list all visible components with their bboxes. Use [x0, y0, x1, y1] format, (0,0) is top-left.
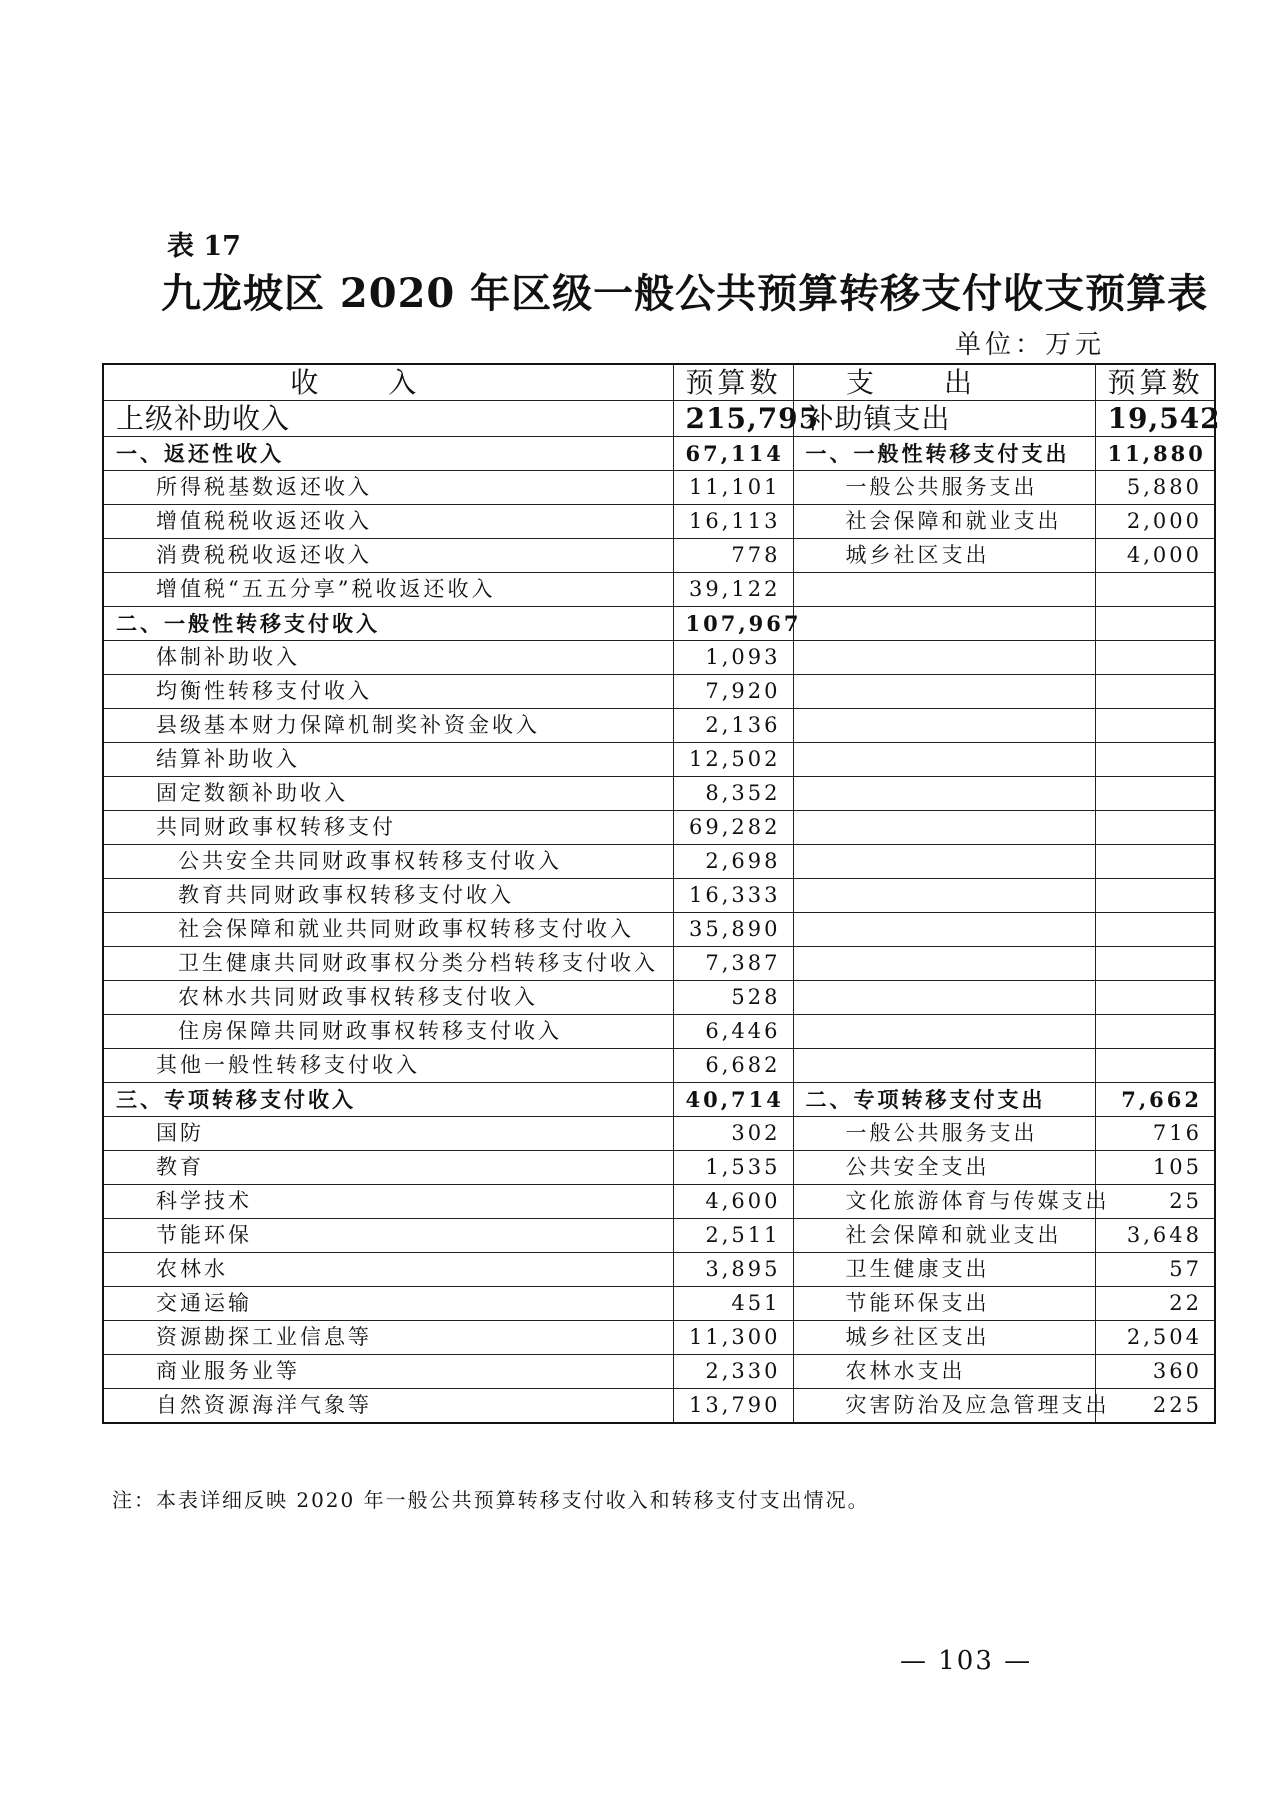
income-amount: 12,502 — [673, 743, 793, 777]
income-amount: 528 — [673, 981, 793, 1015]
income-item: 资源勘探工业信息等 — [103, 1321, 673, 1355]
income-amount: 7,387 — [673, 947, 793, 981]
expense-amount — [1095, 913, 1215, 947]
expense-item — [793, 1049, 1095, 1083]
expense-item: 文化旅游体育与传媒支出 — [793, 1185, 1095, 1219]
table-row — [103, 505, 1215, 539]
expense-amount — [1095, 777, 1215, 811]
income-item: 交通运输 — [103, 1287, 673, 1321]
expense-amount: 2,504 — [1095, 1321, 1215, 1355]
income-amount: 302 — [673, 1117, 793, 1151]
expense-amount: 11,880 — [1095, 437, 1215, 471]
expense-item: 城乡社区支出 — [793, 1321, 1095, 1355]
income-item: 农林水共同财政事权转移支付收入 — [103, 981, 673, 1015]
expense-item: 灾害防治及应急管理支出 — [793, 1389, 1095, 1424]
income-amount: 451 — [673, 1287, 793, 1321]
expense-amount — [1095, 709, 1215, 743]
expense-amount: 22 — [1095, 1287, 1215, 1321]
expense-item — [793, 641, 1095, 675]
income-amount: 2,511 — [673, 1219, 793, 1253]
income-amount: 6,682 — [673, 1049, 793, 1083]
expense-amount — [1095, 811, 1215, 845]
expense-item: 城乡社区支出 — [793, 539, 1095, 573]
table-row — [103, 777, 1215, 811]
table-row — [103, 1355, 1215, 1389]
table-row — [103, 1117, 1215, 1151]
income-amount: 3,895 — [673, 1253, 793, 1287]
table-row — [103, 981, 1215, 1015]
total-expense-amount: 19,542 — [1095, 401, 1215, 437]
income-item: 消费税税收返还收入 — [103, 539, 673, 573]
income-item: 教育共同财政事权转移支付收入 — [103, 879, 673, 913]
expense-item — [793, 573, 1095, 607]
income-item: 二、一般性转移支付收入 — [103, 607, 673, 641]
expense-item — [793, 981, 1095, 1015]
expense-amount: 25 — [1095, 1185, 1215, 1219]
income-item: 体制补助收入 — [103, 641, 673, 675]
expense-amount — [1095, 981, 1215, 1015]
income-item: 均衡性转移支付收入 — [103, 675, 673, 709]
expense-amount: 716 — [1095, 1117, 1215, 1151]
total-income-label: 上级补助收入 — [103, 401, 673, 437]
expense-item: 一般公共服务支出 — [793, 471, 1095, 505]
expense-amount: 7,662 — [1095, 1083, 1215, 1117]
table-row — [103, 1219, 1215, 1253]
income-item: 农林水 — [103, 1253, 673, 1287]
footnote: 注：本表详细反映 2020 年一般公共预算转移支付收入和转移支付支出情况。 — [112, 1488, 870, 1512]
income-header: 收入 — [103, 364, 673, 401]
expense-item — [793, 709, 1095, 743]
income-amount: 8,352 — [673, 777, 793, 811]
expense-item — [793, 913, 1095, 947]
expense-item: 一般公共服务支出 — [793, 1117, 1095, 1151]
income-amount: 2,136 — [673, 709, 793, 743]
income-item: 增值税“五五分享”税收返还收入 — [103, 573, 673, 607]
table-row — [103, 1253, 1215, 1287]
expense-amount: 105 — [1095, 1151, 1215, 1185]
income-item: 商业服务业等 — [103, 1355, 673, 1389]
expense-item: 卫生健康支出 — [793, 1253, 1095, 1287]
table-row — [103, 1015, 1215, 1049]
table-row — [103, 845, 1215, 879]
expense-item — [793, 1015, 1095, 1049]
income-amount: 4,600 — [673, 1185, 793, 1219]
expense-amount — [1095, 573, 1215, 607]
total-income-amount: 215,795 — [673, 401, 793, 437]
expense-amount: 3,648 — [1095, 1219, 1215, 1253]
expense-amount: 57 — [1095, 1253, 1215, 1287]
header-row — [103, 364, 1215, 401]
expense-amount — [1095, 845, 1215, 879]
expense-item: 农林水支出 — [793, 1355, 1095, 1389]
income-item: 三、专项转移支付收入 — [103, 1083, 673, 1117]
income-amount: 69,282 — [673, 811, 793, 845]
income-item: 国防 — [103, 1117, 673, 1151]
income-amount: 16,113 — [673, 505, 793, 539]
expense-item: 一、一般性转移支付支出 — [793, 437, 1095, 471]
income-amount: 2,698 — [673, 845, 793, 879]
table-row — [103, 1287, 1215, 1321]
total-row — [103, 401, 1215, 437]
income-amount: 1,535 — [673, 1151, 793, 1185]
income-amount: 16,333 — [673, 879, 793, 913]
expense-amount: 225 — [1095, 1389, 1215, 1424]
income-item: 公共安全共同财政事权转移支付收入 — [103, 845, 673, 879]
table-row — [103, 1321, 1215, 1355]
income-item: 社会保障和就业共同财政事权转移支付收入 — [103, 913, 673, 947]
table-row — [103, 573, 1215, 607]
expense-amount — [1095, 947, 1215, 981]
budget-table — [102, 363, 1221, 1424]
income-amount: 7,920 — [673, 675, 793, 709]
income-amount: 1,093 — [673, 641, 793, 675]
income-item: 固定数额补助收入 — [103, 777, 673, 811]
table-row — [103, 709, 1215, 743]
table-row — [103, 607, 1215, 641]
expense-amount: 2,000 — [1095, 505, 1215, 539]
income-item: 其他一般性转移支付收入 — [103, 1049, 673, 1083]
income-item: 科学技术 — [103, 1185, 673, 1219]
table-row — [103, 1049, 1215, 1083]
income-item: 节能环保 — [103, 1219, 673, 1253]
income-item: 县级基本财力保障机制奖补资金收入 — [103, 709, 673, 743]
expense-header: 支出 — [793, 364, 1095, 401]
income-amount: 6,446 — [673, 1015, 793, 1049]
expense-item — [793, 675, 1095, 709]
page-number: — 103 — — [900, 1646, 1033, 1676]
income-item: 自然资源海洋气象等 — [103, 1389, 673, 1424]
expense-item: 二、专项转移支付支出 — [793, 1083, 1095, 1117]
income-amount: 778 — [673, 539, 793, 573]
expense-item — [793, 777, 1095, 811]
expense-amount — [1095, 1049, 1215, 1083]
income-amount: 13,790 — [673, 1389, 793, 1424]
expense-amount — [1095, 675, 1215, 709]
table-row — [103, 811, 1215, 845]
expense-item: 社会保障和就业支出 — [793, 1219, 1095, 1253]
expense-amount — [1095, 743, 1215, 777]
table-row — [103, 1185, 1215, 1219]
expense-amount — [1095, 641, 1215, 675]
page-title: 九龙坡区 2020 年区级一般公共预算转移支付收支预算表 — [161, 270, 1209, 317]
expense-amount — [1095, 607, 1215, 641]
expense-amount: 5,880 — [1095, 471, 1215, 505]
income-item: 教育 — [103, 1151, 673, 1185]
income-item: 卫生健康共同财政事权分类分档转移支付收入 — [103, 947, 673, 981]
table-number: 表 17 — [167, 231, 241, 262]
expense-item — [793, 879, 1095, 913]
income-amount: 67,114 — [673, 437, 793, 471]
expense-item — [793, 811, 1095, 845]
table-row — [103, 947, 1215, 981]
income-item: 增值税税收返还收入 — [103, 505, 673, 539]
expense-amount: 360 — [1095, 1355, 1215, 1389]
total-expense-label: 补助镇支出 — [793, 401, 1095, 437]
table-row — [103, 471, 1215, 505]
income-item: 所得税基数返还收入 — [103, 471, 673, 505]
table-row — [103, 1151, 1215, 1185]
income-amount: 107,967 — [673, 607, 793, 641]
income-amount: 11,300 — [673, 1321, 793, 1355]
table-row — [103, 1083, 1215, 1117]
table-row — [103, 743, 1215, 777]
income-item: 结算补助收入 — [103, 743, 673, 777]
table-row — [103, 675, 1215, 709]
expense-item — [793, 743, 1095, 777]
income-amount: 11,101 — [673, 471, 793, 505]
table-body — [103, 401, 1221, 1424]
expense-item: 公共安全支出 — [793, 1151, 1095, 1185]
income-amount: 39,122 — [673, 573, 793, 607]
expense-amount — [1095, 879, 1215, 913]
expense-item — [793, 845, 1095, 879]
table-row — [103, 641, 1215, 675]
table-row — [103, 913, 1215, 947]
income-amount: 40,714 — [673, 1083, 793, 1117]
income-item: 住房保障共同财政事权转移支付收入 — [103, 1015, 673, 1049]
expense-amount-header: 预算数 — [1095, 364, 1215, 401]
table-row — [103, 1389, 1215, 1424]
table-row — [103, 437, 1215, 471]
expense-item — [793, 947, 1095, 981]
income-amount-header: 预算数 — [673, 364, 793, 401]
expense-amount: 4,000 — [1095, 539, 1215, 573]
unit-label: 单位：万元 — [955, 330, 1106, 360]
expense-item: 节能环保支出 — [793, 1287, 1095, 1321]
income-amount: 2,330 — [673, 1355, 793, 1389]
table-row — [103, 879, 1215, 913]
income-item: 共同财政事权转移支付 — [103, 811, 673, 845]
income-amount: 35,890 — [673, 913, 793, 947]
income-item: 一、返还性收入 — [103, 437, 673, 471]
expense-item — [793, 607, 1095, 641]
expense-amount — [1095, 1015, 1215, 1049]
table-row — [103, 539, 1215, 573]
expense-item: 社会保障和就业支出 — [793, 505, 1095, 539]
